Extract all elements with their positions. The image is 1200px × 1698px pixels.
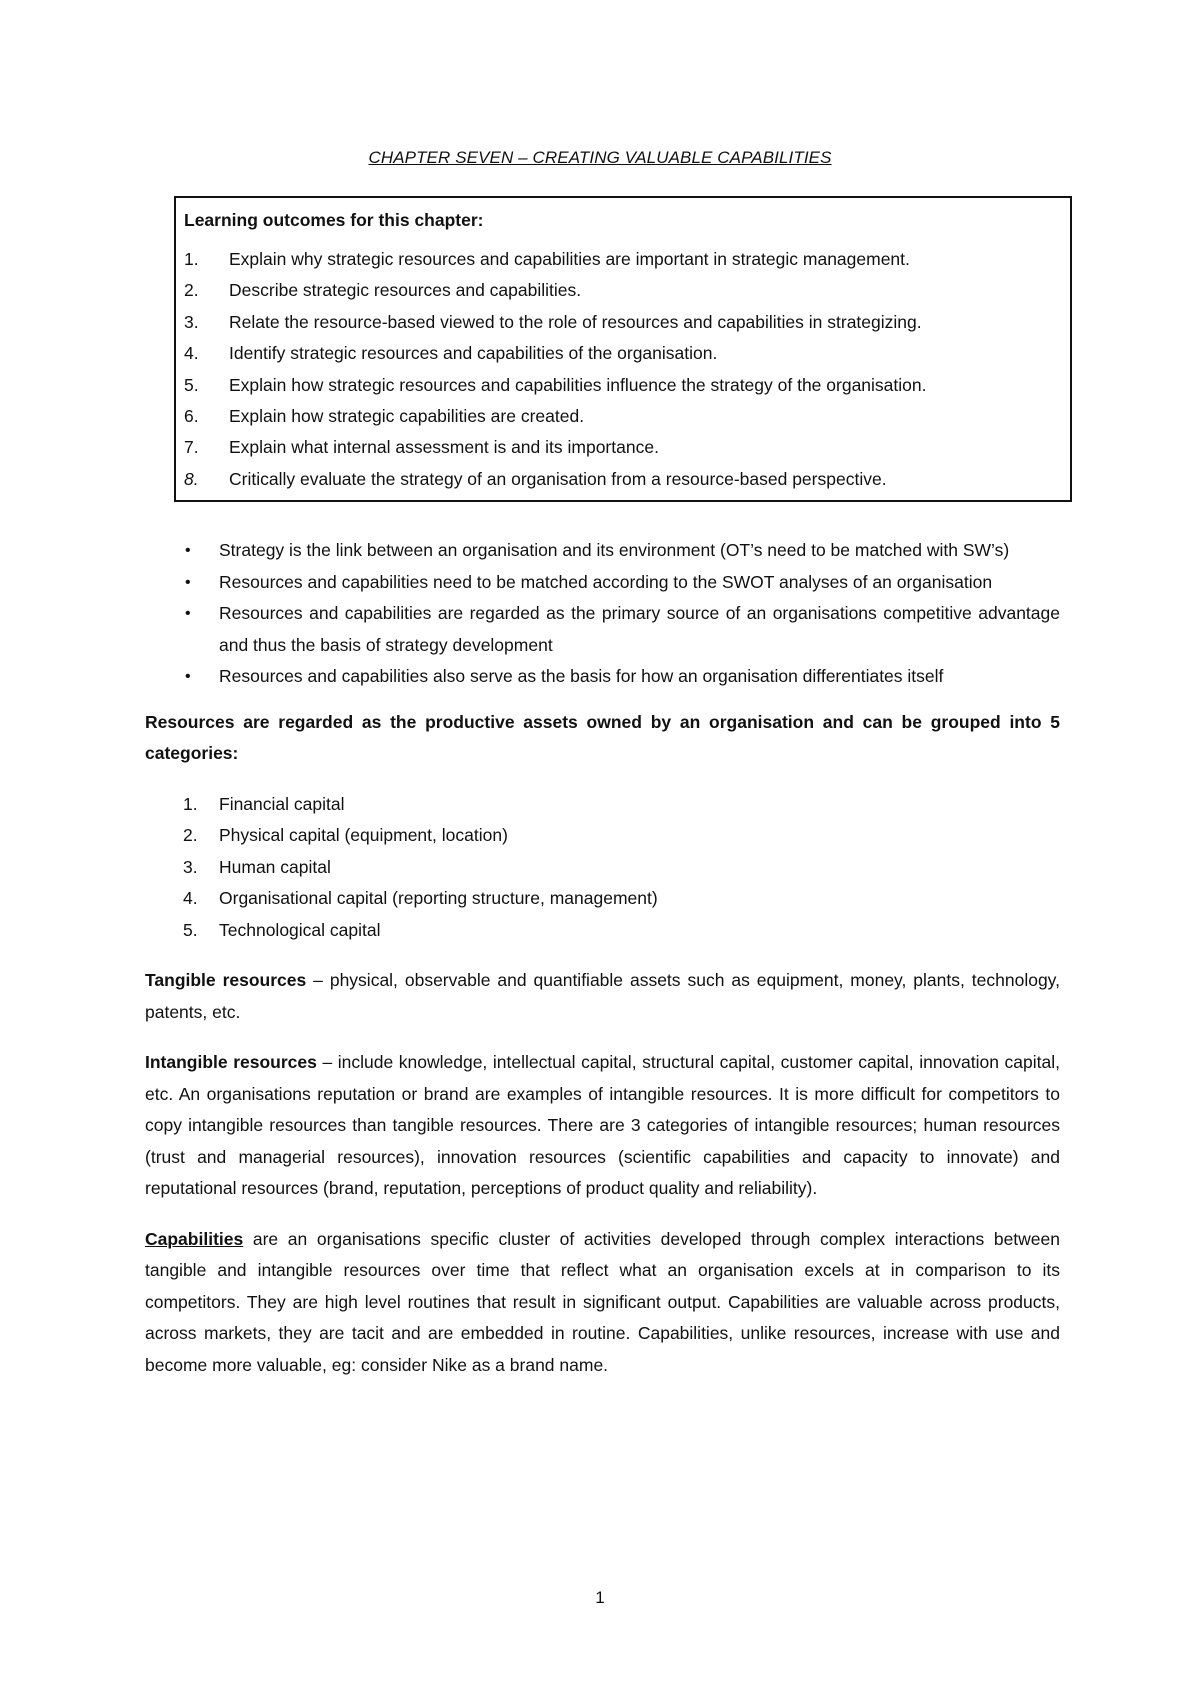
list-number: 1. xyxy=(183,793,198,814)
resource-category-item xyxy=(145,820,1060,852)
list-number: 5. xyxy=(183,919,198,940)
bullet-text: Resources and capabilities need to be matched according to the SWOT analyses of an organisation xyxy=(219,571,993,592)
list-number: 2. xyxy=(184,280,199,301)
resource-category-text: Financial capital xyxy=(219,793,345,814)
learning-outcome-item xyxy=(184,338,1050,369)
learning-outcomes-list xyxy=(184,244,1050,495)
resource-category-text: Human capital xyxy=(219,856,331,877)
learning-outcome-item xyxy=(184,244,1050,275)
resource-categories-list xyxy=(145,789,1060,947)
chapter-title: CHAPTER SEVEN – CREATING VALUABLE CAPABILITIES xyxy=(368,148,832,167)
bullet-item xyxy=(145,661,1060,693)
learning-outcome-text: Explain how strategic capabilities are created. xyxy=(229,406,585,427)
resource-category-text: Physical capital (equipment, location) xyxy=(219,825,508,845)
learning-outcome-text: Explain what internal assessment is and its importance. xyxy=(229,437,659,458)
bullet-item xyxy=(145,535,1060,567)
capabilities-paragraph xyxy=(145,1224,1060,1382)
resource-category-item xyxy=(145,852,1060,884)
tangible-resources-paragraph xyxy=(145,965,1060,1028)
list-number: 6. xyxy=(184,406,199,427)
bullet-text: Resources and capabilities are regarded as the primary source of an organisations competitive advantage and thus the basis of strategy development xyxy=(219,603,1060,655)
list-number: 8. xyxy=(184,468,199,489)
tangible-resources-text: – physical, observable and quantifiable assets such as equipment, money, plants, technology, patents, etc. xyxy=(145,970,1060,1022)
list-number: 5. xyxy=(184,374,199,395)
intangible-resources-paragraph xyxy=(145,1047,1060,1205)
list-number: 4. xyxy=(184,343,199,364)
bullet-item xyxy=(145,598,1060,661)
page-number: 1 xyxy=(595,1588,605,1607)
resource-category-item xyxy=(145,883,1060,915)
intangible-resources-text: – include knowledge, intellectual capital, structural capital, customer capital, innovation capital, etc. An organisations reputation or brand are examples of intangible resources. It is more difficult for competitors to copy intangible resources than tangible resources. There are 3 categories of intangible resources; human resources (trust and managerial resources), innovation resources (scientific capabilities and capacity to innovate) and reputational resources (brand, reputation, perceptions of product quality and reliability). xyxy=(145,1052,1060,1198)
resource-category-text: Organisational capital (reporting structure, management) xyxy=(219,888,658,908)
learning-outcome-text: Explain why strategic resources and capabilities are important in strategic management. xyxy=(229,249,910,269)
learning-outcome-item xyxy=(184,275,1050,306)
strategy-bullet-list xyxy=(145,535,1060,693)
list-number: 7. xyxy=(184,437,199,458)
learning-outcome-item xyxy=(184,464,1050,495)
learning-outcome-text: Critically evaluate the strategy of an organisation from a resource-based perspective. xyxy=(229,468,887,489)
bullet-icon: • xyxy=(185,605,191,622)
bullet-item xyxy=(145,567,1060,599)
learning-outcome-item xyxy=(184,307,1050,338)
bullet-icon: • xyxy=(185,573,191,591)
list-number: 4. xyxy=(183,888,198,908)
bullet-text: Resources and capabilities also serve as the basis for how an organisation differentiates itself xyxy=(219,666,944,686)
bullet-text: Strategy is the link between an organisation and its environment (OT’s need to be matched with SW’s) xyxy=(219,540,1010,560)
intangible-resources-term: Intangible resources xyxy=(145,1052,317,1072)
main-content xyxy=(145,535,1060,1400)
bullet-icon: • xyxy=(185,542,191,559)
resources-heading: Resources are regarded as the productive assets owned by an organisation and can be grouped into 5 categories: xyxy=(145,711,1060,763)
learning-outcomes-heading: Learning outcomes for this chapter: xyxy=(184,210,484,230)
list-number: 1. xyxy=(184,249,199,269)
resource-category-text: Technological capital xyxy=(219,919,381,940)
learning-outcome-text: Identify strategic resources and capabilities of the organisation. xyxy=(229,343,718,364)
learning-outcomes-box xyxy=(174,196,1072,502)
learning-outcome-text: Describe strategic resources and capabilities. xyxy=(229,280,582,301)
learning-outcome-text: Explain how strategic resources and capabilities influence the strategy of the organisation. xyxy=(229,374,927,395)
resource-category-item xyxy=(145,789,1060,821)
list-number: 2. xyxy=(183,825,198,845)
learning-outcome-item xyxy=(184,401,1050,432)
learning-outcome-item xyxy=(184,432,1050,463)
list-number: 3. xyxy=(183,856,198,877)
list-number: 3. xyxy=(184,311,199,332)
tangible-resources-term: Tangible resources xyxy=(145,970,307,990)
bullet-icon: • xyxy=(185,668,191,685)
learning-outcome-text: Relate the resource-based viewed to the role of resources and capabilities in strategizing. xyxy=(229,311,922,332)
learning-outcome-item xyxy=(184,370,1050,401)
capabilities-term: Capabilities xyxy=(145,1228,244,1249)
resource-category-item xyxy=(145,915,1060,947)
capabilities-text: are an organisations specific cluster of activities developed through complex interactions between tangible and intangible resources over time that reflect what an organisation excels at in comparison to its competitors. They are high level routines that result in significant output. Capabilities are valuable across products, across markets, they are tacit and are embedded in routine. Capabilities, unlike resources, increase with use and become more valuable, eg: consider Nike as a brand name. xyxy=(145,1228,1060,1375)
